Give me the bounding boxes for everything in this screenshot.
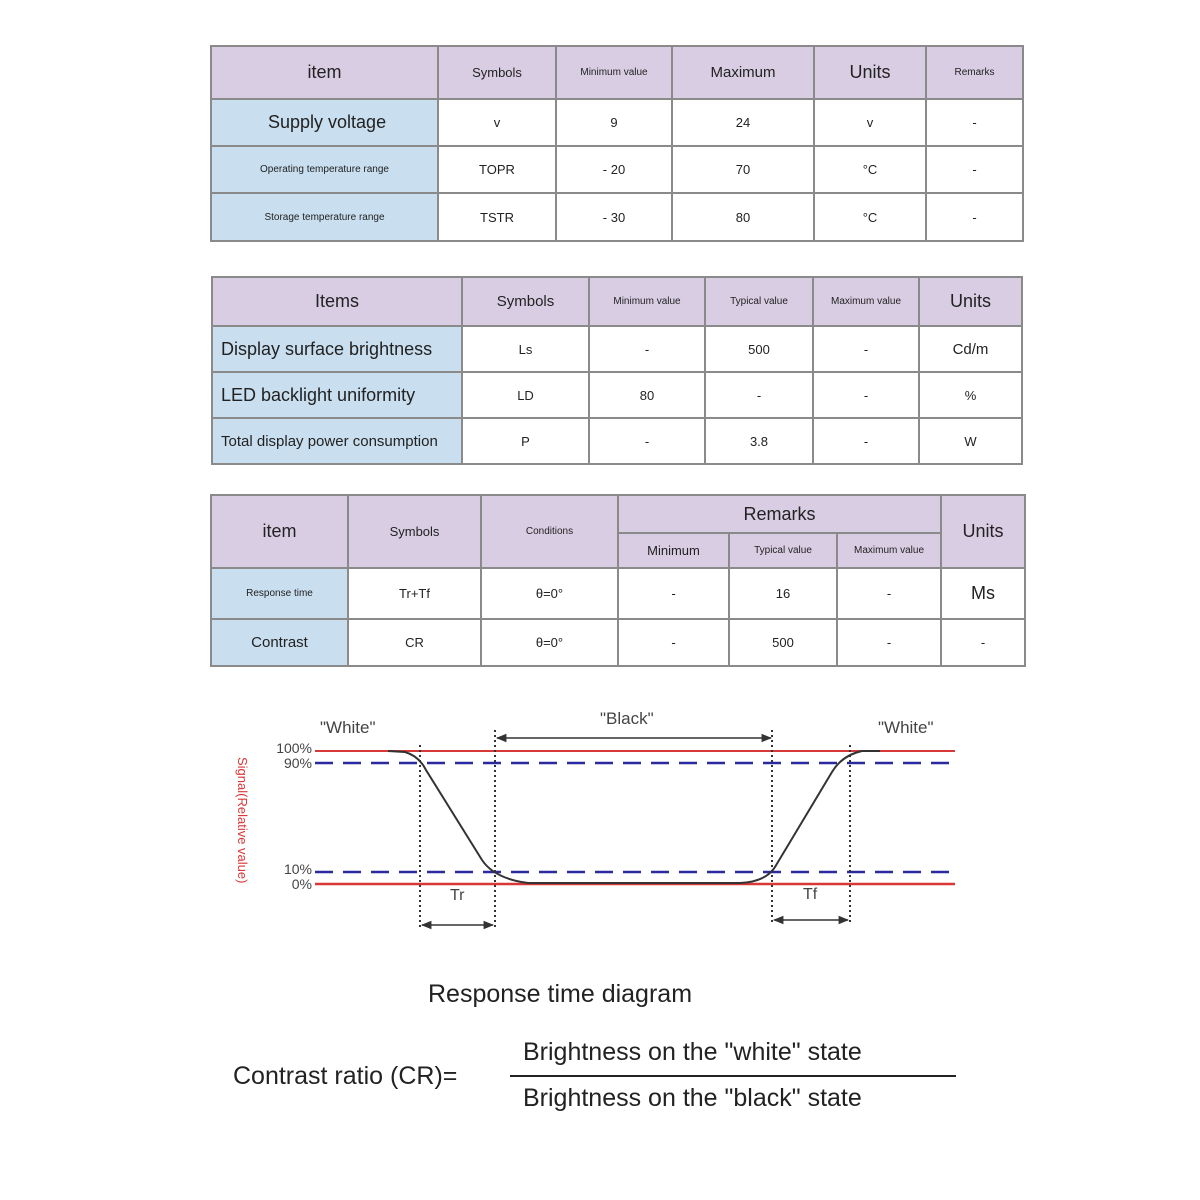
cell-typical: 3.8	[705, 418, 813, 464]
cell-minimum: -	[618, 568, 729, 619]
diagram-caption: Response time diagram	[428, 980, 693, 1008]
cell-maximum: 80	[672, 193, 814, 241]
row-label: Total display power consumption	[212, 418, 462, 464]
row-label: Storage temperature range	[211, 193, 438, 241]
header-item: item	[211, 46, 438, 99]
header-maximum: Maximum	[672, 46, 814, 99]
table-row	[211, 99, 1023, 146]
cell-symbol: TSTR	[438, 193, 556, 241]
table-row	[211, 146, 1023, 193]
cell-condition: θ=0°	[481, 619, 618, 666]
cell-maximum: -	[813, 372, 919, 418]
table-header-row	[211, 495, 1025, 533]
cell-symbol: P	[462, 418, 589, 464]
cell-minimum: -	[589, 326, 705, 372]
row-label: Contrast	[211, 619, 348, 666]
absolute-ratings-table	[210, 45, 1024, 242]
cell-units: °C	[814, 193, 926, 241]
header-minimum: Minimum	[618, 533, 729, 568]
header-item: item	[211, 495, 348, 568]
cell-symbol: v	[438, 99, 556, 146]
cell-units: Cd/m	[919, 326, 1022, 372]
cell-units: W	[919, 418, 1022, 464]
cell-maximum: -	[813, 326, 919, 372]
header-items: Items	[212, 277, 462, 326]
black-label: "Black"	[600, 709, 654, 728]
header-symbols: Symbols	[462, 277, 589, 326]
table-row	[211, 568, 1025, 619]
level-100-label: 100%	[276, 740, 312, 756]
white-right-label: "White"	[878, 718, 934, 737]
cell-symbol: CR	[348, 619, 481, 666]
row-label: Response time	[211, 568, 348, 619]
header-maximum-value: Maximum value	[837, 533, 941, 568]
cell-units: v	[814, 99, 926, 146]
table-row	[212, 418, 1022, 464]
cell-typical: 16	[729, 568, 837, 619]
response-time-diagram	[220, 700, 970, 940]
level-10-label: 10%	[283, 861, 312, 877]
table-row	[211, 619, 1025, 666]
cell-maximum: -	[837, 619, 941, 666]
cell-maximum: 70	[672, 146, 814, 193]
header-maximum-value: Maximum value	[813, 277, 919, 326]
row-label: LED backlight uniformity	[212, 372, 462, 418]
formula-denominator: Brightness on the "black" state	[523, 1084, 862, 1112]
header-units: Units	[814, 46, 926, 99]
header-typical-value: Typical value	[729, 533, 837, 568]
cell-symbol: Tr+Tf	[348, 568, 481, 619]
header-symbols: Symbols	[348, 495, 481, 568]
tr-label: Tr	[450, 887, 465, 904]
cell-minimum: - 30	[556, 193, 672, 241]
cell-maximum: -	[837, 568, 941, 619]
table-row	[212, 372, 1022, 418]
cell-typical: -	[705, 372, 813, 418]
row-label: Supply voltage	[211, 99, 438, 146]
row-label: Operating temperature range	[211, 146, 438, 193]
white-left-label: "White"	[320, 718, 376, 737]
header-remarks: Remarks	[926, 46, 1023, 99]
cell-symbol: LD	[462, 372, 589, 418]
cell-remarks: -	[926, 193, 1023, 241]
level-0-label: 0%	[291, 876, 312, 892]
formula-label: Contrast ratio (CR)=	[233, 1062, 458, 1090]
cell-minimum: - 20	[556, 146, 672, 193]
cell-typical: 500	[705, 326, 813, 372]
cell-units: -	[941, 619, 1025, 666]
fraction-bar	[510, 1075, 956, 1077]
header-symbols: Symbols	[438, 46, 556, 99]
cell-condition: θ=0°	[481, 568, 618, 619]
formula-numerator: Brightness on the "white" state	[523, 1038, 862, 1066]
cell-maximum: 24	[672, 99, 814, 146]
header-units: Units	[941, 495, 1025, 568]
table-header-row	[211, 46, 1023, 99]
cell-minimum: -	[618, 619, 729, 666]
response-contrast-table	[210, 494, 1026, 667]
table-row	[211, 193, 1023, 241]
cell-maximum: -	[813, 418, 919, 464]
signal-curve	[388, 751, 880, 883]
cell-units: °C	[814, 146, 926, 193]
row-label: Display surface brightness	[212, 326, 462, 372]
header-conditions: Conditions	[481, 495, 618, 568]
cell-minimum: -	[589, 418, 705, 464]
cell-symbol: Ls	[462, 326, 589, 372]
table-header-row	[212, 277, 1022, 326]
cell-symbol: TOPR	[438, 146, 556, 193]
level-90-label: 90%	[283, 755, 312, 771]
header-typical-value: Typical value	[705, 277, 813, 326]
cell-minimum: 80	[589, 372, 705, 418]
header-minimum-value: Minimum value	[556, 46, 672, 99]
cell-minimum: 9	[556, 99, 672, 146]
tf-label: Tf	[803, 886, 818, 903]
cell-remarks: -	[926, 99, 1023, 146]
cell-typical: 500	[729, 619, 837, 666]
header-remarks: Remarks	[618, 495, 941, 533]
cell-units: %	[919, 372, 1022, 418]
optical-characteristics-table	[211, 276, 1023, 465]
y-axis-label: Signal(Relative value)	[235, 757, 250, 884]
cell-remarks: -	[926, 146, 1023, 193]
cell-units: Ms	[941, 568, 1025, 619]
header-units: Units	[919, 277, 1022, 326]
header-minimum-value: Minimum value	[589, 277, 705, 326]
table-row	[212, 326, 1022, 372]
